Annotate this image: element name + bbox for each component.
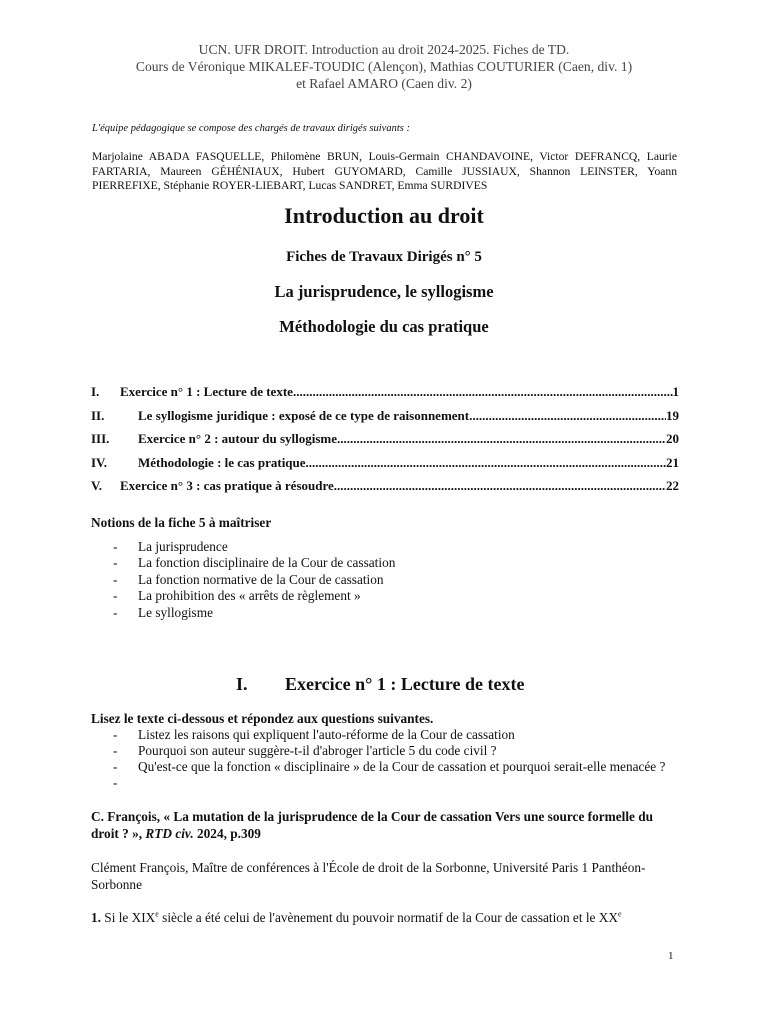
list-dash: - <box>113 539 118 554</box>
toc-entry-page: 19 <box>666 407 679 423</box>
question-item-text <box>138 775 673 791</box>
toc-entry-number: I. <box>91 384 100 399</box>
team-members: Marjolaine ABADA FASQUELLE, Philomène BRUN, Louis-Germain CHANDAVOINE, Victor DEFRANCQ, Laurie FARTARIA, Maureen GÉHÉNIAUX, Hubert GUYOMARD, Camille JUSSIAUX, Shannon LEINSTER, Yoann PIERREFIXE, Stéphanie ROYER-LIEBART, Lucas SANDRET, Emma SURDIVES <box>92 150 677 192</box>
question-item <box>113 743 673 759</box>
question-item-text: Pourquoi son auteur suggère-t-il d'abroger l'article 5 du code civil ? <box>138 743 497 759</box>
toc-dot-leader <box>306 455 666 471</box>
list-dash: - <box>113 775 118 791</box>
question-item-text: Qu'est-ce que la fonction « disciplinaire » de la Cour de cassation et pourquoi serait-elle menacée ? <box>138 759 666 775</box>
citation-year: 2024, p.309 <box>193 825 261 841</box>
toc-entry-label: Exercice n° 3 : cas pratique à résoudre <box>120 478 334 493</box>
toc-entry-page: 21 <box>666 454 679 470</box>
questions-list <box>113 727 673 791</box>
toc-entry-number: II. <box>91 407 105 423</box>
toc-entry-page: 20 <box>666 431 679 446</box>
notion-item <box>113 539 395 555</box>
author-affiliation: Clément François, Maître de conférences à l'École de droit de la Sorbonne, Université Paris 1 Panthéon-Sorbonne <box>91 860 646 892</box>
question-item <box>113 759 673 775</box>
notion-item <box>113 588 395 604</box>
toc-entry-number: IV. <box>91 454 108 470</box>
question-item <box>113 727 673 743</box>
superscript-2: e <box>617 909 622 919</box>
toc-entry-label: Exercice n° 2 : autour du syllogisme <box>138 431 337 446</box>
notion-item-text: La prohibition des « arrêts de règlement » <box>138 588 361 604</box>
list-dash: - <box>113 555 118 571</box>
header-line-2: Cours de Véronique MIKALEF-TOUDIC (Alençon), Mathias COUTURIER (Caen, div. 1) <box>135 59 633 74</box>
notion-item-text: La jurisprudence <box>138 539 228 554</box>
toc-entry-page: 22 <box>666 478 679 493</box>
page-number: 1 <box>668 950 674 962</box>
list-dash: - <box>113 727 118 742</box>
toc-entry[interactable] <box>91 408 679 432</box>
course-header <box>0 41 768 92</box>
method-subtitle: Méthodologie du cas pratique <box>279 317 489 336</box>
notion-item-text: La fonction disciplinaire de la Cour de cassation <box>138 555 396 571</box>
section-title: Exercice n° 1 : Lecture de texte <box>285 674 525 694</box>
paragraph-text-1: Si le XIX <box>100 910 156 925</box>
question-item-text: Listez les raisons qui expliquent l'auto-réforme de la Cour de cassation <box>138 727 515 742</box>
paragraph-1 <box>91 910 691 926</box>
section-number: I. <box>236 674 248 694</box>
toc-entry-label: Exercice n° 1 : Lecture de texte <box>120 384 293 399</box>
table-of-contents <box>91 384 679 502</box>
toc-entry[interactable] <box>91 455 679 479</box>
toc-entry-number: III. <box>91 431 110 446</box>
toc-entry-label: Méthodologie : le cas pratique <box>138 454 306 470</box>
toc-dot-leader <box>334 478 666 494</box>
worksheet-subtitle: Fiches de Travaux Dirigés n° 5 <box>286 249 482 265</box>
notions-list <box>113 539 395 621</box>
notion-item-text: La fonction normative de la Cour de cassation <box>138 571 384 587</box>
paragraph-text-2: siècle a été celui de l'avènement du pouvoir normatif de la Cour de cassation et le XX <box>158 910 618 925</box>
topic-subtitle: La jurisprudence, le syllogisme <box>274 282 494 301</box>
notion-item <box>113 605 395 621</box>
citation <box>91 809 681 842</box>
header-line-1: UCN. UFR DROIT. Introduction au droit 2024-2025. Fiches de TD. <box>198 42 570 57</box>
toc-entry-number: V. <box>91 478 102 493</box>
list-dash: - <box>113 588 118 604</box>
notion-item <box>113 572 395 588</box>
toc-entry[interactable] <box>91 478 679 502</box>
toc-entry-label: Le syllogisme juridique : exposé de ce type de raisonnement <box>138 407 470 423</box>
main-title: Introduction au droit <box>284 203 484 228</box>
notion-item-text: Le syllogisme <box>138 604 213 620</box>
toc-dot-leader <box>469 408 666 424</box>
toc-entry-page: 1 <box>672 384 679 399</box>
citation-text: C. François, « La mutation de la jurisprudence de la Cour de cassation Vers une source formelle du droit ? », <box>91 809 654 841</box>
citation-journal: RTD civ. <box>145 825 194 841</box>
toc-dot-leader <box>293 384 673 400</box>
notion-item <box>113 555 395 571</box>
paragraph-number: 1. <box>91 910 101 925</box>
questions-intro: Lisez le texte ci-dessous et répondez aux questions suivantes. <box>91 711 434 726</box>
toc-dot-leader <box>337 431 666 447</box>
list-dash: - <box>113 743 118 759</box>
list-dash: - <box>113 604 118 620</box>
header-line-3: et Rafael AMARO (Caen div. 2) <box>296 76 472 91</box>
toc-entry[interactable] <box>91 384 679 408</box>
superscript-1: e <box>155 909 159 919</box>
toc-entry[interactable] <box>91 431 679 455</box>
notions-title: Notions de la fiche 5 à maîtriser <box>91 515 272 530</box>
list-dash: - <box>113 759 118 775</box>
team-intro: L'équipe pédagogique se compose des chargés de travaux dirigés suivants : <box>92 123 410 134</box>
question-item <box>113 775 673 791</box>
list-dash: - <box>113 571 118 587</box>
